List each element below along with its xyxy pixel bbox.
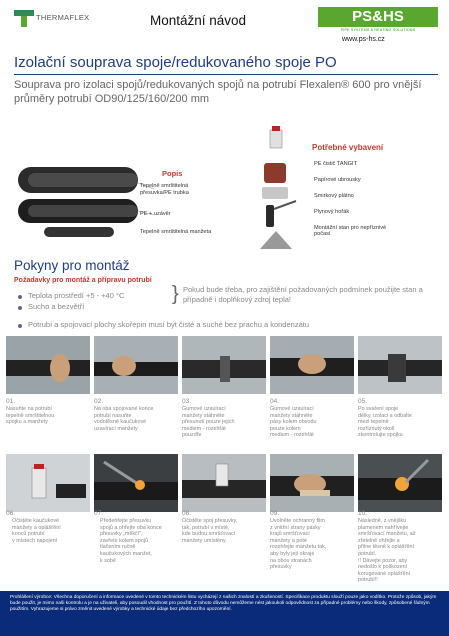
step-text: Uvolněte ochranný film z vnitřní strany pásky krajů smršťovací manžety a poté rozehřejte manžetu tak, aby byly její okraje na obou stranách přesuvky: [270, 518, 327, 571]
step-number: 01.: [6, 398, 16, 405]
instructions-title: Pokyny pro montáž: [14, 258, 130, 273]
disclaimer-footer: [0, 591, 449, 636]
equipment-title: Potřebné vybavení: [312, 143, 384, 152]
title-divider: [14, 74, 438, 75]
website-url[interactable]: www.ps-hs.cz: [342, 36, 385, 43]
popis-item: Tepelně smrštitelná přesuvka/PE trubka: [140, 183, 189, 196]
step-number: 05.: [358, 398, 368, 405]
step-number: 09.: [270, 510, 280, 517]
step-number: 03.: [182, 398, 192, 405]
step-photo: [270, 336, 354, 394]
requirement-item: Teplota prostředí +5 - +40 °C: [18, 291, 193, 302]
step-number: 06.: [6, 510, 16, 517]
step-photo: [182, 336, 266, 394]
header: [0, 0, 449, 48]
main-title: Izolační souprava spoje/redukovaného spoje PO: [14, 54, 337, 71]
requirements-title: Požadavky pro montáž a přípravu potrubí: [14, 277, 152, 284]
step-number: 04.: [270, 398, 280, 405]
equipment-item: Plynový hořák: [314, 209, 350, 215]
thermaflex-brand: THERMAFLEX: [36, 13, 90, 22]
step-number: 07.: [94, 510, 104, 517]
bullet-icon: [18, 295, 22, 299]
step-number: 08.: [182, 510, 192, 517]
step-text: Gumové uzavírací manžety stáhněte pásy kolem obvodu pouze kolem medium - rozehřát: [270, 406, 317, 439]
step-text: Následně, z vnějšku plamenem nahřívejte smršťovací manžetu, až zřetelně ohřejte a přilne těsně k oplášťění potrubí. !! Dávejte pozor, aby nedošlo k poškození korugované oplášťění potrubí!!: [358, 518, 416, 584]
equipment-item: PE čistič TANGIT: [314, 161, 357, 167]
step-text: Na oba spojované konce potrubí nasuňte vodotěsné kaučukové uzavírací manžety: [94, 406, 154, 432]
bullet-icon: [18, 324, 22, 328]
step-photo: [358, 336, 442, 394]
requirement-item: Potrubí a spojovací plochy skořepin musí být čisté a suché bez prachu a kondenzátu: [18, 320, 438, 329]
step-number: 10.: [358, 510, 368, 517]
subtitle: Souprava pro izolaci spojů/redukovaných spojů na potrubí Flexalen® 600 pro vnější průměry potrubí OD90/125/160/200 mm: [14, 79, 422, 105]
equipment-item: Smirkový plátno: [314, 193, 354, 199]
step-photo: [270, 454, 354, 512]
popis-item: Tepelně smrštitelná manžeta: [140, 229, 212, 235]
requirement-item: Sucho a bezvětří: [18, 302, 193, 313]
popis-item: PE + uzávěr: [140, 211, 171, 217]
requirements-list: [18, 291, 193, 313]
pshs-brand: PS&HS: [318, 7, 438, 27]
brace-icon: }: [172, 283, 179, 305]
step-text: Gumové uzavírací manžety stáhněte přesunutí pouze jejich mediem - rozehřát pouzdře: [182, 406, 235, 439]
popis-label: Popis: [162, 169, 183, 178]
equipment-item: Papírové ubrousky: [314, 177, 361, 183]
step-photo: [358, 454, 442, 512]
thermaflex-logo-icon: [14, 8, 34, 28]
doc-title: Montážní návod: [150, 13, 247, 28]
requirements-note: Pokud bude třeba, pro zajištění požadovaných podmínek použijte stan a případně i doplňkový zdroj tepla!: [183, 285, 423, 304]
step-text: Předehřejte přesuvku spojů a ohřejte oba konce přesuvky „měkčí", zavřete kolem spojů tlačením ručně kaučukových manžet, k sobě: [100, 518, 162, 564]
pshs-tagline: PIPE SYSTEMS & HEATING SOLUTIONS: [340, 28, 416, 32]
step-photo: [6, 454, 90, 512]
disclaimer-text: Prohlášení výrobce: Všechna doporučení a informace uvedené v tomto technickém listu vycházejí z našich znalostí a zkušeností. Specifikace produktu slouží pouze jako vodítko. Protože způsob, jakým bude použit, je mimo naši kontrolu a je na uživateli, aby posoudil vhodnost pro použití. Z tohoto důvodu nemůžeme nést jakoukoli odpovědnost za případné problémy nebo škody, způsobené řádným použitím. Vyhrazujeme si právo změnit uvedené výrobky a technické údaje bez předchozího upozornění.: [10, 595, 437, 613]
step-text: Nasuňte na potrubí tepelně smrštitelnou spojku a manžety: [6, 406, 55, 426]
step-photo: [94, 454, 178, 512]
step-photo: [6, 336, 90, 394]
step-text: Očistěte kaučukové manžety a oplášťění konců potrubí v místech napojení: [12, 518, 61, 544]
step-text: Po svaření spoje dělky, izolaci a odbalte mezi tepelně rozříznutý okolí zkontrolujte spojku: [358, 406, 412, 439]
product-figure: [14, 125, 434, 253]
step-photo: [182, 454, 266, 512]
bullet-icon: [18, 306, 22, 310]
step-photo: [94, 336, 178, 394]
step-number: 02.: [94, 398, 104, 405]
pshs-logo: [318, 7, 438, 35]
thermaflex-logo: [14, 8, 124, 30]
equipment-item: Montážní stan pro nepříznivé počasí: [314, 225, 387, 237]
step-text: Očistěte spoj přesuvky, tak, potrubí v místě, kde budou smršťovací manžety umístěny.: [182, 518, 238, 544]
